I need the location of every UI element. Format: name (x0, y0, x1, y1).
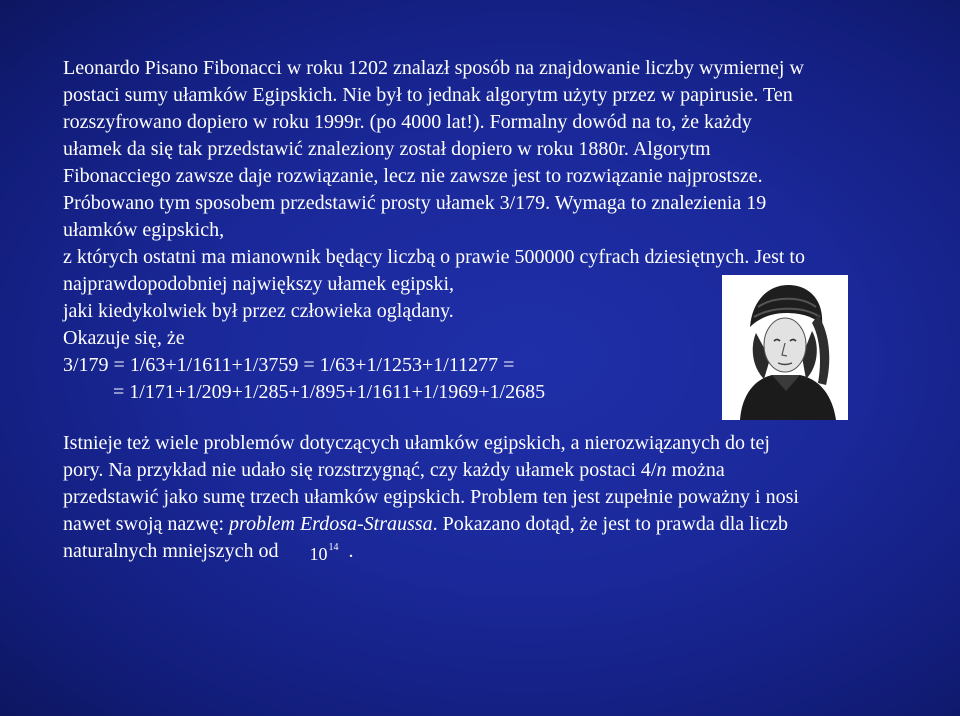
text-line: Fibonacciego zawsze daje rozwiązanie, lecz nie zawsze jest to rozwiązanie najprostsze. (63, 165, 763, 187)
equation-line: = 1/171+1/209+1/285+1/895+1/1611+1/1969+1/2685 (113, 381, 546, 403)
text-line: postaci sumy ułamków Egipskich. Nie był to jednak algorytm użyty przez w papirusie. Ten (63, 84, 793, 106)
text-span: nawet swoją nazwę: (63, 513, 230, 535)
text-line: ułamek da się tak przedstawić znaleziony został dopiero w roku 1880r. Algorytm (63, 138, 711, 160)
power-of-ten (310, 542, 339, 570)
italic-variable: n (656, 459, 667, 481)
equation-line: 3/179 = 1/63+1/1611+1/3759 = 1/63+1/1253+1/11277 = (63, 354, 515, 376)
text-line: jaki kiedykolwiek był przez człowieka oglądany. (63, 300, 454, 322)
text-line: rozszyfrowano dopiero w roku 1999r. (po 4000 lat!). Formalny dowód na to, że każdy (63, 111, 752, 133)
text-line: przedstawić jako sumę trzech ułamków egipskich. Problem ten jest zupełnie poważny i nosi (63, 486, 799, 508)
text-line: ułamków egipskich, (63, 219, 225, 241)
text-line: Istnieje też wiele problemów dotyczących ułamków egipskich, a nierozwiązanych do tej (63, 432, 770, 454)
text-line (63, 512, 788, 536)
fibonacci-portrait-icon (722, 275, 848, 420)
text-line (63, 539, 354, 567)
text-line (63, 458, 725, 482)
text-line: z których ostatni ma mianownik będący liczbą o prawie 500000 cyfrach dziesiętnych. Jest to (63, 246, 805, 268)
problem-name: problem Erdosa-Straussa (229, 513, 433, 535)
text-line: Próbowano tym sposobem przedstawić prosty ułamek 3/179. Wymaga to znalezienia 19 (63, 192, 767, 214)
text-line: najprawdopodobniej największy ułamek egipski, (63, 273, 455, 295)
text-span: naturalnych mniejszych od (63, 540, 284, 562)
text-span: można (666, 459, 725, 481)
text-span: pory. Na przykład nie udało się rozstrzygnąć, czy każdy ułamek postaci 4/ (63, 459, 657, 481)
text-line: Leonardo Pisano Fibonacci w roku 1202 znalazł sposób na znajdowanie liczby wymiernej w (63, 57, 804, 79)
text-span: . (348, 540, 354, 562)
text-span: . Pokazano dotąd, że jest to prawda dla liczb (432, 513, 789, 535)
exponent-base: 10 (309, 544, 328, 564)
portrait-drawing (722, 275, 848, 420)
text-line: Okazuje się, że (63, 327, 185, 349)
exponent-power: 14 (328, 542, 339, 553)
